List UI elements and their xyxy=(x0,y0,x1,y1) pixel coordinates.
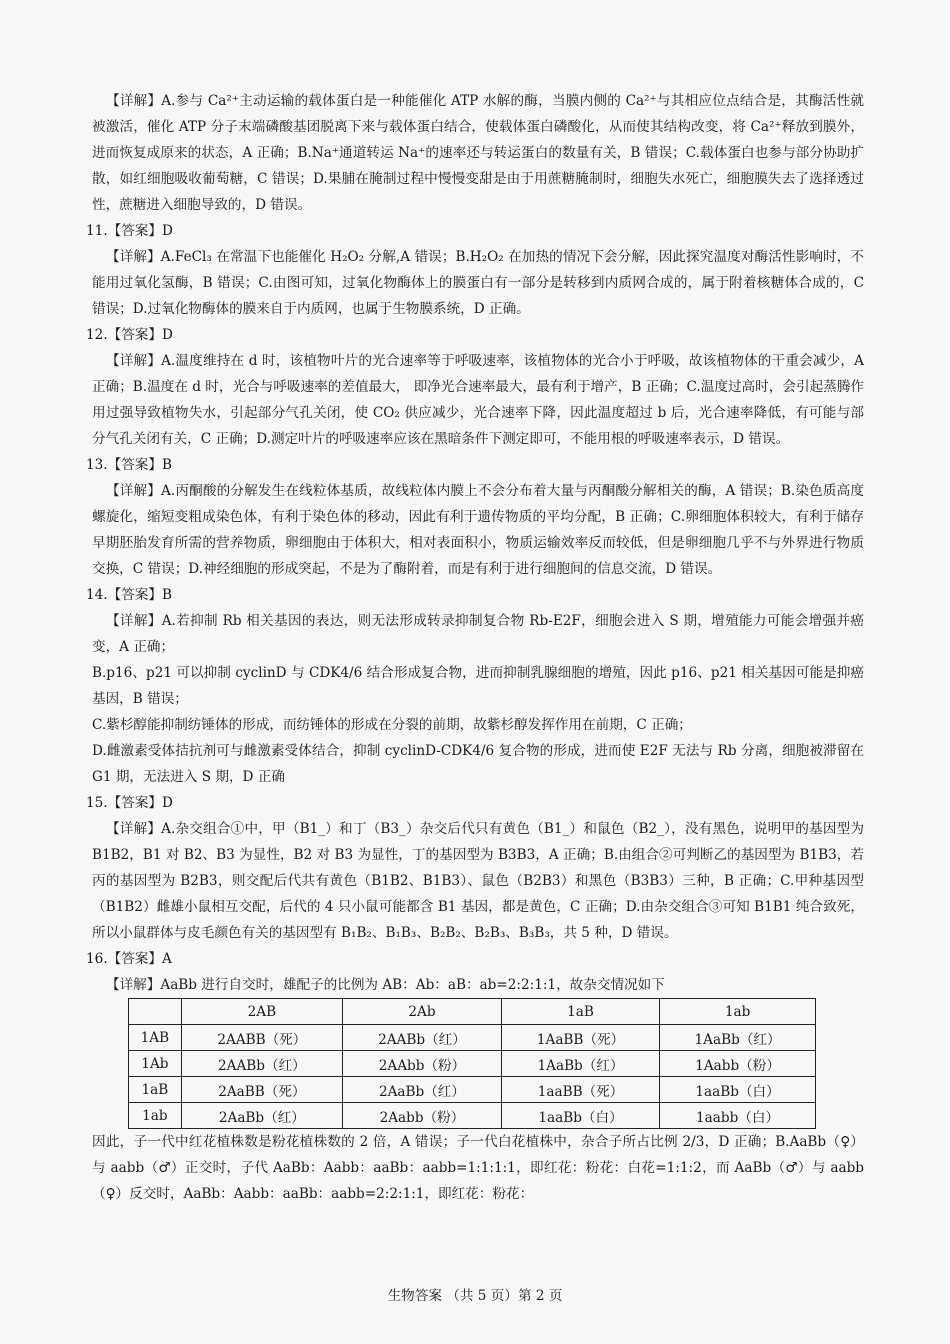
q12-answer: 12.【答案】D xyxy=(86,327,173,343)
table-cell: 2Aabb（粉） xyxy=(343,1103,502,1129)
table-row xyxy=(129,1025,816,1051)
table-cell: 1aB xyxy=(129,1077,182,1103)
q16-detail: 【详解】AaBb 进行自交时，雄配子的比例为 AB：Ab：aB：ab=2:2:1:1，故杂交情况如下 xyxy=(106,977,665,993)
q11-detail: 【详解】A.FeCl₃ 在常温下也能催化 H₂O₂ 分解,A 错误；B.H₂O₂ 在加热的情况下会分解，因此探究温度对酶活性影响时，不能用过氧化氢酶，B 错误；C.由图可知，过氧化物酶体上的膜蛋白有一部分是转移到内质网合成的，属于附着核糖体合成的，C 错误；D.过氧化物酶体的膜来自于内质网，也属于生物膜系统，D 正确。 xyxy=(92,249,864,317)
q16-answer: 16.【答案】A xyxy=(86,951,172,967)
q13-detail: 【详解】A.丙酮酸的分解发生在线粒体基质，故线粒体内膜上不会分布着大量与丙酮酸分解相关的酶，A 错误；B.染色质高度螺旋化，缩短变粗成染色体，有利于染色体的移动，因此有利于遗传物质的平均分配，B 正确；C.卵细胞体积较大，有利于储存早期胚胎发育所需的营养物质，卵细胞由于体积大，相对表面积小，物质运输效率反而较低，但是卵细胞几乎不与外界进行物质交换，C 错误；D.神经细胞的形成突起，不是为了酶附着，而是有利于进行细胞间的信息交流，D 错误。 xyxy=(92,483,864,577)
table-cell: 2AaBb（红） xyxy=(343,1077,502,1103)
table-row xyxy=(129,1051,816,1077)
table-cell: 2AABB（死） xyxy=(181,1025,342,1051)
table-cell: 1AB xyxy=(129,1025,182,1051)
q13-block xyxy=(86,452,864,582)
table-cell: 1Ab xyxy=(129,1051,182,1077)
table-cell: 2AABb（红） xyxy=(343,1025,502,1051)
q16-block xyxy=(86,946,864,1207)
table-header-cell: 1aB xyxy=(501,999,659,1025)
table-cell: 1aaBB（死） xyxy=(501,1077,659,1103)
q14-detail-a: 【详解】A.若抑制 Rb 相关基因的表达，则无法形成转录抑制复合物 Rb-E2F，细胞会进入 S 期，增殖能力可能会增强并癌变，A 正确； xyxy=(92,613,864,655)
page-content xyxy=(86,88,864,1207)
table-cell: 1aaBb（白） xyxy=(501,1103,659,1129)
table-cell: 2AAbb（粉） xyxy=(343,1051,502,1077)
table-row xyxy=(129,1103,816,1129)
q15-block xyxy=(86,790,864,946)
table-cell: 1aabb（白） xyxy=(660,1103,816,1129)
q12-block xyxy=(86,322,864,452)
q15-detail: 【详解】A.杂交组合①中，甲（B1_）和丁（B3_）杂交后代只有黄色（B1_）和鼠色（B2_），没有黑色，说明甲的基因型为 B1B2，B1 对 B2、B3 为显性，B2 对 B3 为显性，丁的基因型为 B3B3，A 正确；B.由组合②可判断乙的基因型为 B1B3，若丙的基因型为 B2B3，则交配后代共有黄色（B1B2、B1B3）、鼠色（B2B3）和黑色（B3B3）三种，B 正确；C.甲种基因型（B1B2）雌雄小鼠相互交配，后代的 4 只小鼠可能都含 B1 基因，都是黄色，C 正确；D.由杂交组合③可知 B1B1 纯合致死，所以小鼠群体与皮毛颜色有关的基因型有 B₁B₂、B₁B₃、B₂B₂、B₂B₃、B₃B₃，共 5 种，D 错误。 xyxy=(92,821,864,941)
page-footer: 生物答案 （共 5 页）第 2 页 xyxy=(387,1288,563,1304)
table-cell: 1Aabb（粉） xyxy=(660,1051,816,1077)
table-header-cell: 2AB xyxy=(181,999,342,1025)
table-header-cell xyxy=(129,999,182,1025)
q12-detail: 【详解】A.温度维持在 d 时，该植物叶片的光合速率等于呼吸速率，该植物体的光合小于呼吸，故该植物体的干重会减少，A 正确；B.温度在 d 时，光合与呼吸速率的差值最大， 即净光合速率最大，最有利于增产，B 正确；C.温度过高时，会引起蒸腾作用过强导致植物失水，引起部分气孔关闭，使 CO₂ 供应减少，光合速率下降，因此温度超过 b 后，光合速率降低，有可能与部分气孔关闭有关，C 正确；D.测定叶片的呼吸速率应该在黑暗条件下测定即可，不能用根的呼吸速率表示，D 错误。 xyxy=(92,353,864,447)
table-cell: 2AaBB（死） xyxy=(181,1077,342,1103)
q10-detail: 【详解】A.参与 Ca²⁺主动运输的载体蛋白是一种能催化 ATP 水解的酶，当膜内侧的 Ca²⁺与其相应位点结合是，其酶活性就被激活，催化 ATP 分子末端磷酸基团脱离下来与载体蛋白结合，使载体蛋白磷酸化，从而使其结构改变，将 Ca²⁺释放到膜外，进而恢复成原来的状态，A 正确；B.Na⁺通道转运 Na⁺的速率还与转运蛋白的数量有关，B 错误；C.载体蛋白也参与部分协助扩散，如红细胞吸收葡萄糖，C 错误；D.果脯在腌制过程中慢慢变甜是由于用蔗糖腌制时，细胞失水死亡，细胞膜失去了选择透过性，蔗糖进入细胞导致的，D 错误。 xyxy=(92,93,864,213)
q14-detail-d: D.雌激素受体拮抗剂可与雌激素受体结合，抑制 cyclinD-CDK4/6 复合物的形成，进而使 E2F 无法与 Rb 分离，细胞被滞留在 G1 期，无法进入 S 期，D 正确 xyxy=(92,743,864,785)
q11-block xyxy=(86,218,864,322)
q16-conclusion: 因此，子一代中红花植株数是粉花植株数的 2 倍，A 错误；子一代白花植株中，杂合子所占比例 2/3，D 正确；B.AaBb（♀）与 aabb（♂）正交时，子代 AaBb：Aabb：aaBb：aabb=1:1:1:1，即红花：粉花：白花=1:1:2，而 AaBb（♂）与 aabb（♀）反交时，AaBb：Aabb：aaBb：aabb=2:2:1:1，即红花：粉花： xyxy=(92,1134,864,1202)
q11-answer: 11.【答案】D xyxy=(86,223,173,239)
table-header-cell: 1ab xyxy=(660,999,816,1025)
table-header-cell: 2Ab xyxy=(343,999,502,1025)
table-header-row xyxy=(129,999,816,1025)
table-cell: 1AaBb（红） xyxy=(660,1025,816,1051)
table-cell: 1AaBb（红） xyxy=(501,1051,659,1077)
table-cell: 1ab xyxy=(129,1103,182,1129)
table-cell: 2AABb（红） xyxy=(181,1051,342,1077)
table-row xyxy=(129,1077,816,1103)
q14-answer: 14.【答案】B xyxy=(86,587,172,603)
q14-detail-b: B.p16、p21 可以抑制 cyclinD 与 CDK4/6 结合形成复合物，进而抑制乳腺细胞的增殖，因此 p16、p21 相关基因可能是抑癌基因，B 错误； xyxy=(92,665,864,707)
punnett-table xyxy=(128,998,816,1129)
table-cell: 1aaBb（白） xyxy=(660,1077,816,1103)
q13-answer: 13.【答案】B xyxy=(86,457,172,473)
q14-detail-c: C.紫杉醇能抑制纺锤体的形成，而纺锤体的形成在分裂的前期，故紫杉醇发挥作用在前期，C 正确； xyxy=(92,717,692,733)
table-cell: 1AaBB（死） xyxy=(501,1025,659,1051)
q15-answer: 15.【答案】D xyxy=(86,795,173,811)
q14-block xyxy=(86,582,864,790)
table-cell: 2AaBb（红） xyxy=(181,1103,342,1129)
